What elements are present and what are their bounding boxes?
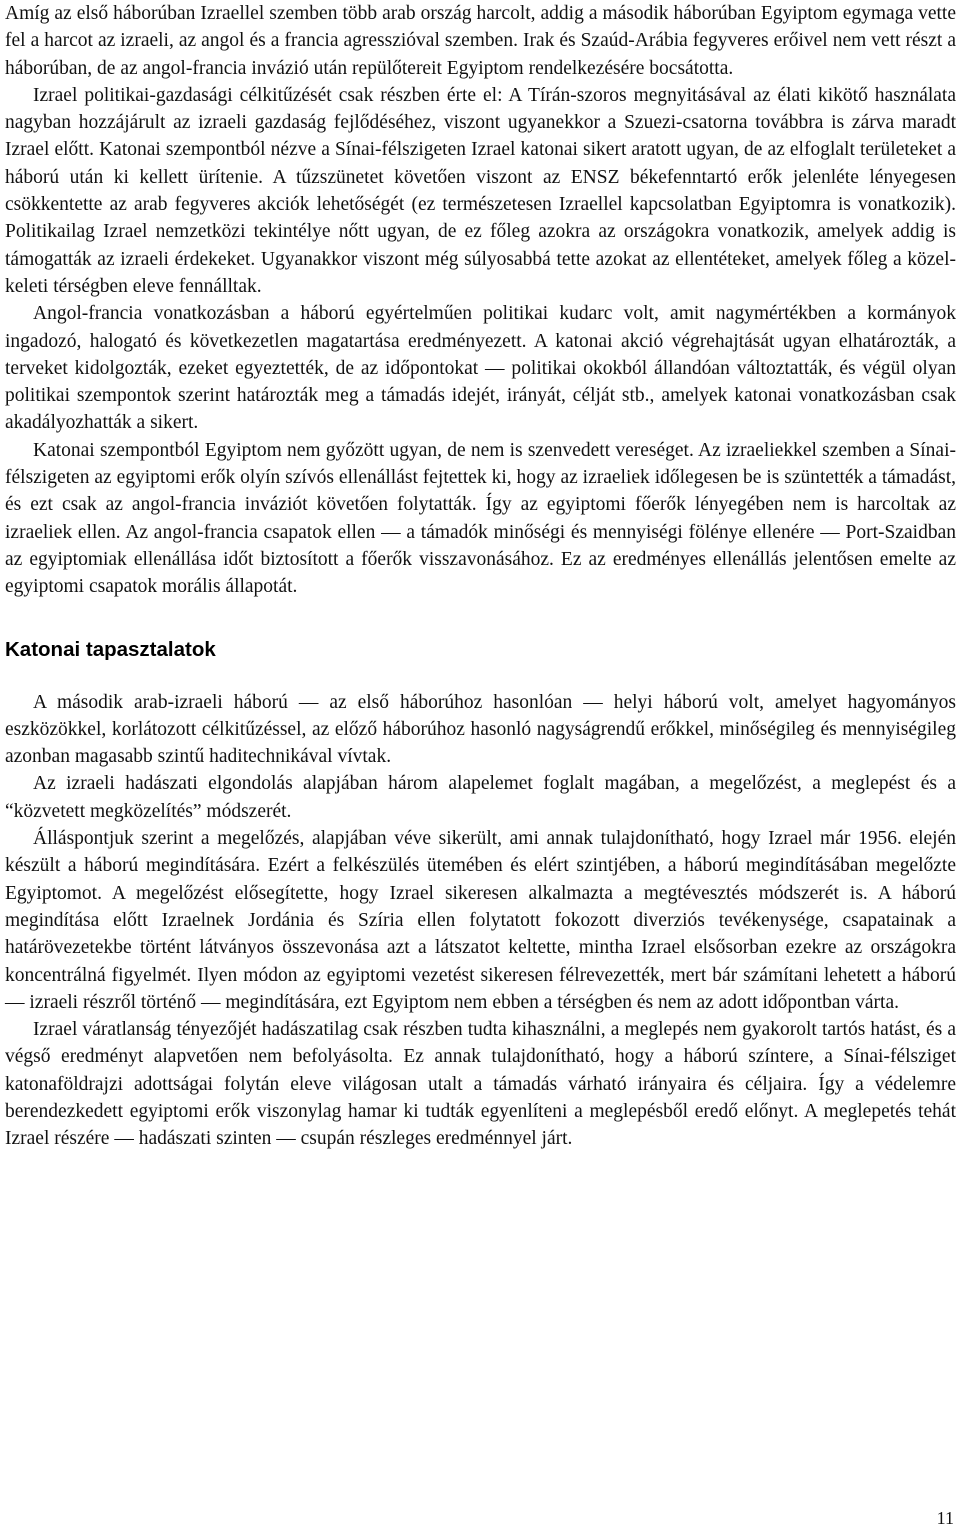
page-number: 11	[936, 1508, 954, 1528]
paragraph: A második arab-izraeli háború — az első háborúhoz hasonlóan — helyi háború volt, amelyet hagyományos eszközökkel, korlátozott célkitűzéssel, az előző háborúhoz hasonló nagyságrendű erőkkel, minőségileg és mennyiségileg azonban magasabb szintű haditechnikával vívtak.	[5, 691, 956, 768]
paragraph: Álláspontjuk szerint a megelőzés, alapjában véve sikerült, ami annak tulajdonítható, hogy Izrael már 1956. elején készült a háború megindítására. Ezért a felkészülés ütemében és elért szintjében, a háború megindításában megelőzte Egyiptomot. A megelőzést elősegítette, hogy Izrael sikeresen alkalmazta a megtévesztés módszerét is. A háború megindítása előtt Izraelnek Jordánia és Szíria ellen folytatott fokozott diverziós tevékenysége, csapatainak a határövezetekbe történt látványos összevonása azt a látszatot keltette, mintha Izrael elsősorban ezekre az országokra koncentrálná figyelmét. Ilyen módon az egyiptomi vezetést sikeresen félrevezették, mert bár számítani lehetett a háború — izraeli részről történő — megindítására, ezt Egyiptom nem ebben a térségben és nem az adott időpontban várta.	[5, 828, 956, 1013]
paragraph: Izrael politikai-gazdasági célkitűzését csak részben érte el: A Tírán-szoros megnyitásával az élati kikötő használata nagyban hozzájárult az izraeli gazdaság fejlődéséhez, viszont ugyanekkor a Szuezi-csatorna továbbra is zárva maradt Izrael előtt. Katonai szempontból nézve a Sínai-félszigeten Izrael katonai sikert aratott ugyan, de az elfoglalt területeket a háború után ki kellett ürítenie. A tűzszünetet követően viszont az ENSZ békefenntartó erők jelenléte lényegesen csökkentette az arab fegyveres akciók lehetőségét (ez természetesen Izraellel kapcsolatban Egyiptomra is vonatkozik). Politikailag Izrael nemzetközi tekintélye nőtt ugyan, de ez főleg azokra az országokra vonatkozik, amelyek addig is támogatták az izraeli érdekeket. Ugyanakkor viszont még súlyosabbá tette azokat az ellentéteket, amelyek főleg a közel-keleti térségben eleve fennálltak.	[5, 84, 956, 297]
page-body	[5, 0, 956, 1153]
paragraph: Az izraeli hadászati elgondolás alapjában három alapelemet foglalt magában, a megelőzést, a meglepést és a “közvetett megközelítés” módszerét.	[5, 773, 956, 822]
paragraph: Amíg az első háborúban Izraellel szemben több arab ország harcolt, addig a második háborúban Egyiptom egymaga vette fel a harcot az izraeli, az angol és a francia agresszióval szemben. Irak és Szaúd-Arábia fegyveres erőivel nem vett részt a háborúban, de az angol-francia invázió után repülőtereit Egyiptom rendelkezésére bocsátotta.	[5, 3, 956, 79]
section-heading: Katonai tapasztalatok	[5, 637, 216, 661]
paragraph: Katonai szempontból Egyiptom nem győzött ugyan, de nem is szenvedett vereséget. Az izraeliekkel szemben a Sínai-félszigeten az egyiptomi erők olyín szívós ellenállást fejtettek ki, hogy az izraeliek időlegesen be is szüntették a támadást, és ezt csak az angol-francia inváziót követően folytatták. Így az egyiptomi főerők lényegében nem is harcoltak az izraeliek ellen. Az angol-francia csapatok ellen — a támadók minőségi és mennyiségi fölénye ellenére — Port-Szaidban az egyiptomiak ellenállása időt biztosított a főerők visszavonásához. Ez az eredményes ellenállás jelentősen emelte az egyiptomi csapatok morális állapotát.	[5, 439, 956, 598]
paragraph: Izrael váratlanság tényezőjét hadászatilag csak részben tudta kihasználni, a meglepés nem gyakorolt tartós hatást, és a végső eredményt alapvetően nem befolyásolta. Ez annak tulajdonítható, hogy a háború színtere, a Sínai-félsziget katonaföldrajzi adottságai folytán eleve világosan utalt a támadás várható irányaira és céljaira. Így a védelemre berendezkedett egyiptomi erők viszonylag hamar ki tudták egyenlíteni a meglepésből eredő előnyt. A meglepetés tehát Izrael részére — hadászati szinten — csupán részleges eredménnyel járt.	[5, 1019, 956, 1150]
paragraph: Angol-francia vonatkozásban a háború egyértelműen politikai kudarc volt, amit nagymértékben a kormányok ingadozó, halogató és következetlen magatartása eredményezett. A katonai akció végrehajtását ugyan elhatározták, a terveket kidolgozták, ezeket egyeztették, de az időpontokat — politikai okokból állandóan változtatták, és végül olyan politikai szempontok szerint határozták meg a támadás idejét, irányát, célját stb., amelyek katonai vonatkozásban csak akadályozhatták a sikert.	[5, 303, 956, 434]
